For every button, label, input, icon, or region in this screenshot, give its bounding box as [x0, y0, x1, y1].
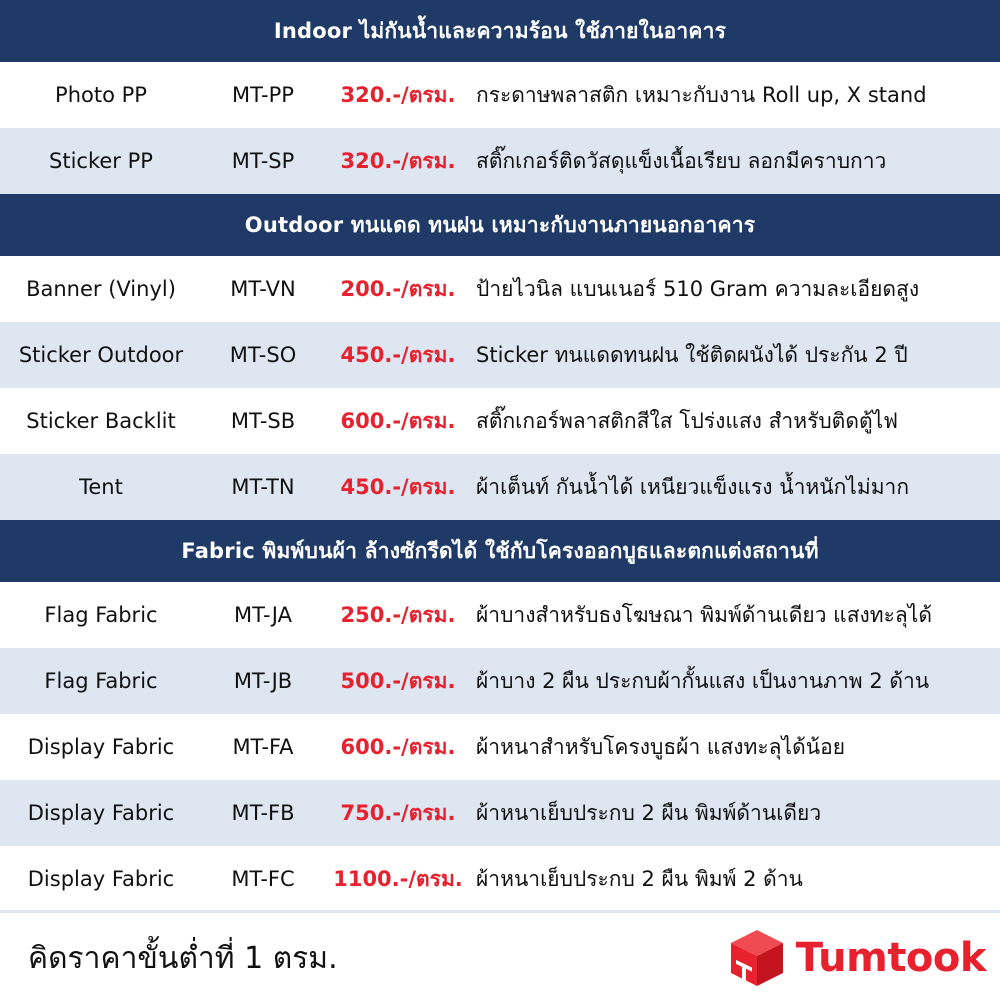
table-row — [0, 714, 1000, 780]
brand-logo — [726, 927, 986, 989]
material-price: 600.-/ตรม. — [340, 734, 456, 759]
section-header-fabric: Fabric พิมพ์บนผ้า ล้างซักรีดได้ ใช้กับโครงออกบูธและตกแต่งสถานที่ — [0, 520, 1000, 582]
material-code: MT-PP — [232, 83, 294, 107]
table-row — [0, 846, 1000, 912]
material-description: สติ๊กเกอร์ติดวัสดุแข็งเนื้อเรียบ ลอกมีคราบกาว — [476, 148, 887, 173]
material-description: ผ้าหนาสำหรับโครงบูธผ้า แสงทะลุได้น้อย — [476, 734, 845, 759]
material-description: ป้ายไวนิล แบนเนอร์ 510 Gram ความละเอียดสูง — [476, 276, 920, 301]
table-row — [0, 388, 1000, 454]
material-code: MT-FB — [231, 801, 295, 825]
table-row — [0, 62, 1000, 128]
material-name: Flag Fabric — [44, 669, 158, 693]
material-name: Sticker PP — [49, 149, 153, 173]
material-name: Display Fabric — [27, 801, 175, 825]
section-header-outdoor: Outdoor ทนแดด ทนฝน เหมาะกับงานภายนอกอาคาร — [0, 194, 1000, 256]
material-code: MT-SP — [231, 149, 295, 173]
material-code: MT-SO — [229, 343, 297, 367]
material-description: ผ้าหนาเย็บประกบ 2 ผืน พิมพ์ 2 ด้าน — [476, 866, 803, 891]
material-name: Flag Fabric — [44, 603, 158, 627]
material-code: MT-JB — [233, 669, 293, 693]
table-row — [0, 454, 1000, 520]
material-price: 500.-/ตรม. — [340, 668, 456, 693]
minimum-price-note: คิดราคาขั้นต่ำที่ 1 ตรม. — [28, 941, 338, 976]
material-price: 450.-/ตรม. — [340, 474, 456, 499]
table-row — [0, 322, 1000, 388]
table-row — [0, 256, 1000, 322]
material-name: Display Fabric — [27, 735, 175, 759]
material-description: สติ๊กเกอร์พลาสติกสีใส โปร่งแสง สำหรับติดตู้ไฟ — [476, 408, 899, 433]
table-row — [0, 648, 1000, 714]
material-code: MT-FA — [232, 735, 294, 759]
material-description: ผ้าเต็นท์ กันน้ำได้ เหนียวแข็งแรง น้ำหนักไม่มาก — [476, 474, 910, 499]
material-code: MT-VN — [230, 277, 296, 301]
section-header-indoor: Indoor ไม่กันน้ำและความร้อน ใช้ภายในอาคาร — [0, 0, 1000, 62]
material-code: MT-JA — [234, 603, 292, 627]
material-name: Banner (Vinyl) — [26, 277, 176, 301]
material-price: 250.-/ตรม. — [340, 602, 456, 627]
material-code: MT-TN — [231, 475, 295, 499]
material-name: Display Fabric — [27, 867, 175, 891]
material-name: Sticker Backlit — [26, 409, 176, 433]
table-row — [0, 582, 1000, 648]
material-price: 450.-/ตรม. — [340, 342, 456, 367]
material-description: ผ้าบางสำหรับธงโฆษณา พิมพ์ด้านเดียว แสงทะลุได้ — [476, 602, 932, 627]
material-price: 1100.-/ตรม. — [333, 866, 463, 891]
material-description: กระดาษพลาสติก เหมาะกับงาน Roll up, X stand — [476, 82, 927, 107]
material-name: Photo PP — [55, 83, 147, 107]
material-name: Sticker Outdoor — [18, 343, 184, 367]
material-price: 200.-/ตรม. — [340, 276, 456, 301]
material-code: MT-SB — [230, 409, 296, 433]
box-logo-icon — [726, 927, 788, 989]
brand-name: Tumtook — [795, 935, 986, 981]
material-description: ผ้าบาง 2 ผืน ประกบผ้ากั้นแสง เป็นงานภาพ 2 ด้าน — [476, 668, 930, 693]
material-description: Sticker ทนแดดทนฝน ใช้ติดผนังได้ ประกัน 2 ปี — [476, 342, 908, 367]
material-price: 600.-/ตรม. — [340, 408, 456, 433]
material-price: 750.-/ตรม. — [340, 800, 456, 825]
material-description: ผ้าหนาเย็บประกบ 2 ผืน พิมพ์ด้านเดียว — [476, 800, 822, 825]
material-price: 320.-/ตรม. — [340, 82, 456, 107]
table-row — [0, 780, 1000, 846]
table-row — [0, 128, 1000, 194]
footer — [0, 910, 1000, 1003]
material-price: 320.-/ตรม. — [340, 148, 456, 173]
material-name: Tent — [79, 475, 123, 499]
material-code: MT-FC — [231, 867, 295, 891]
